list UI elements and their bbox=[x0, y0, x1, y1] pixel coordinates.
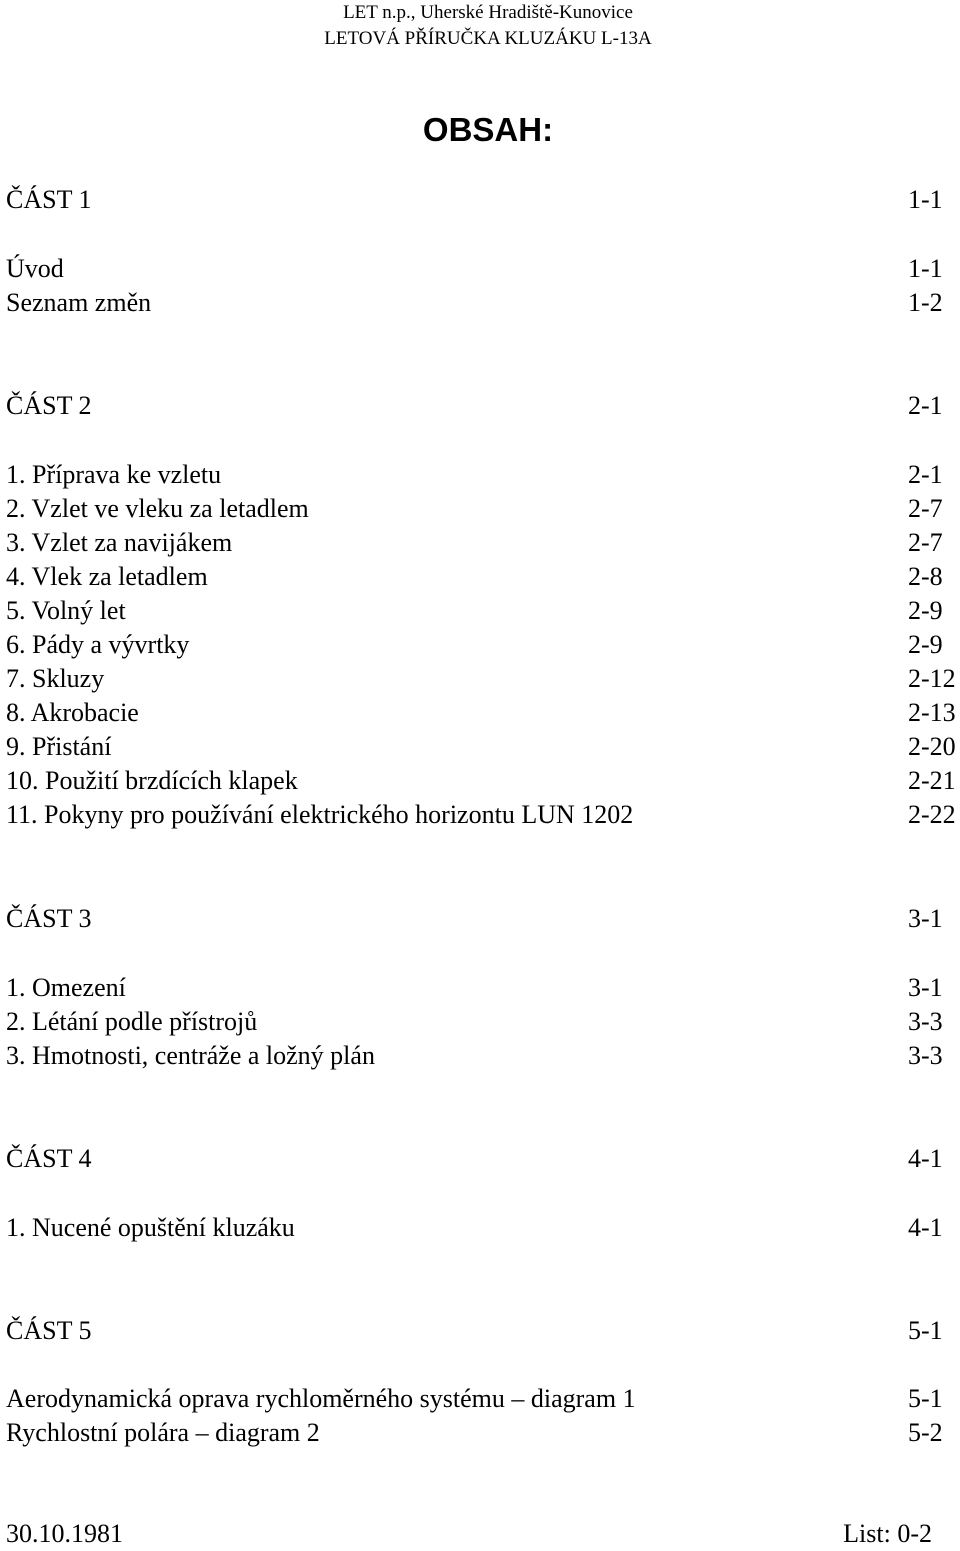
toc-label: 1. Omezení bbox=[6, 973, 126, 1002]
toc-label: 4. Vlek za letadlem bbox=[6, 562, 208, 591]
toc-page-number: 2-9 bbox=[908, 596, 943, 625]
toc-page-number: 2-20 bbox=[908, 732, 956, 761]
toc-label: 7. Skluzy bbox=[6, 664, 105, 693]
toc-label: 3. Vzlet za navijákem bbox=[6, 528, 233, 557]
toc-entry bbox=[6, 730, 960, 764]
page-title: OBSAH: bbox=[422, 111, 554, 148]
toc-label: 1. Příprava ke vzletu bbox=[6, 460, 222, 489]
toc-entry bbox=[6, 1039, 960, 1073]
toc-label: ČÁST 5 bbox=[6, 1316, 92, 1345]
toc-page-number: 2-9 bbox=[908, 630, 943, 659]
toc-entry bbox=[6, 798, 960, 832]
toc-entry bbox=[6, 594, 960, 628]
toc-page-number: 5-1 bbox=[908, 1384, 943, 1413]
toc-entry bbox=[6, 696, 960, 730]
toc-entry bbox=[6, 1211, 960, 1245]
toc-label: 3. Hmotnosti, centráže a ložný plán bbox=[6, 1041, 375, 1070]
header-company: LET n.p., Uherské Hradiště-Kunovice bbox=[343, 2, 633, 23]
toc-label: 8. Akrobacie bbox=[6, 698, 139, 727]
toc-page-number: 1-2 bbox=[908, 288, 943, 317]
toc-label: 6. Pády a vývrtky bbox=[6, 630, 190, 659]
toc-page-number: 5-2 bbox=[908, 1418, 943, 1447]
toc-label: Úvod bbox=[6, 254, 64, 283]
toc-page-number: 2-1 bbox=[908, 460, 943, 489]
toc-section-heading bbox=[6, 389, 960, 423]
toc-label: 9. Přistání bbox=[6, 732, 112, 761]
toc-entry bbox=[6, 560, 960, 594]
toc-page-number: 4-1 bbox=[908, 1213, 943, 1242]
issue-date: 30.10.1981 bbox=[6, 1519, 123, 1548]
toc-page-number: 1-1 bbox=[908, 254, 943, 283]
toc-entry bbox=[6, 1382, 960, 1416]
toc-entry bbox=[6, 1005, 960, 1039]
toc-entry bbox=[6, 662, 960, 696]
toc-entry bbox=[6, 1416, 960, 1450]
toc-page-number: 5-1 bbox=[908, 1316, 943, 1345]
toc-entry bbox=[6, 252, 960, 286]
toc-entry bbox=[6, 628, 960, 662]
toc-label: ČÁST 4 bbox=[6, 1144, 92, 1173]
toc-section-heading bbox=[6, 183, 960, 217]
toc-label: 5. Volný let bbox=[6, 596, 126, 625]
toc-page-number: 2-7 bbox=[908, 528, 943, 557]
toc-page-number: 4-1 bbox=[908, 1144, 943, 1173]
toc-entry bbox=[6, 286, 960, 320]
header-manual-title: LETOVÁ PŘÍRUČKA KLUZÁKU L-13A bbox=[324, 28, 652, 49]
toc-label: Rychlostní polára – diagram 2 bbox=[6, 1418, 320, 1447]
toc-section-heading bbox=[6, 1142, 960, 1176]
toc-label: Seznam změn bbox=[6, 288, 152, 317]
toc-label: 10. Použití brzdících klapek bbox=[6, 766, 298, 795]
toc-entry bbox=[6, 458, 960, 492]
toc-entry bbox=[6, 971, 960, 1005]
toc-page-number: 3-1 bbox=[908, 904, 943, 933]
toc-page-number: 2-8 bbox=[908, 562, 943, 591]
toc-entry bbox=[6, 764, 960, 798]
toc-label: ČÁST 3 bbox=[6, 904, 92, 933]
sheet-number: List: 0-2 bbox=[843, 1519, 932, 1548]
toc-label: 2. Létání podle přístrojů bbox=[6, 1007, 258, 1036]
toc-entry bbox=[6, 492, 960, 526]
document-footer bbox=[6, 1517, 960, 1551]
toc-page-number: 3-1 bbox=[908, 973, 943, 1002]
toc-page-number: 2-21 bbox=[908, 766, 956, 795]
toc-label: ČÁST 2 bbox=[6, 391, 92, 420]
toc-page-number: 2-12 bbox=[908, 664, 956, 693]
toc-label: 2. Vzlet ve vleku za letadlem bbox=[6, 494, 309, 523]
toc-section-heading bbox=[6, 902, 960, 936]
toc-label: Aerodynamická oprava rychloměrného systému – diagram 1 bbox=[6, 1384, 636, 1413]
toc-label: ČÁST 1 bbox=[6, 185, 92, 214]
toc-label: 1. Nucené opuštění kluzáku bbox=[6, 1213, 295, 1242]
toc-page-number: 2-13 bbox=[908, 698, 956, 727]
toc-section-heading bbox=[6, 1314, 960, 1348]
toc-page-number: 2-1 bbox=[908, 391, 943, 420]
toc-page-number: 3-3 bbox=[908, 1041, 943, 1070]
toc-page-number: 3-3 bbox=[908, 1007, 943, 1036]
toc-page-number: 1-1 bbox=[908, 185, 943, 214]
toc-label: 11. Pokyny pro používání elektrického horizontu LUN 1202 bbox=[6, 800, 634, 829]
toc-page-number: 2-7 bbox=[908, 494, 943, 523]
toc-page-number: 2-22 bbox=[908, 800, 956, 829]
toc-entry bbox=[6, 526, 960, 560]
document-header bbox=[0, 0, 960, 52]
